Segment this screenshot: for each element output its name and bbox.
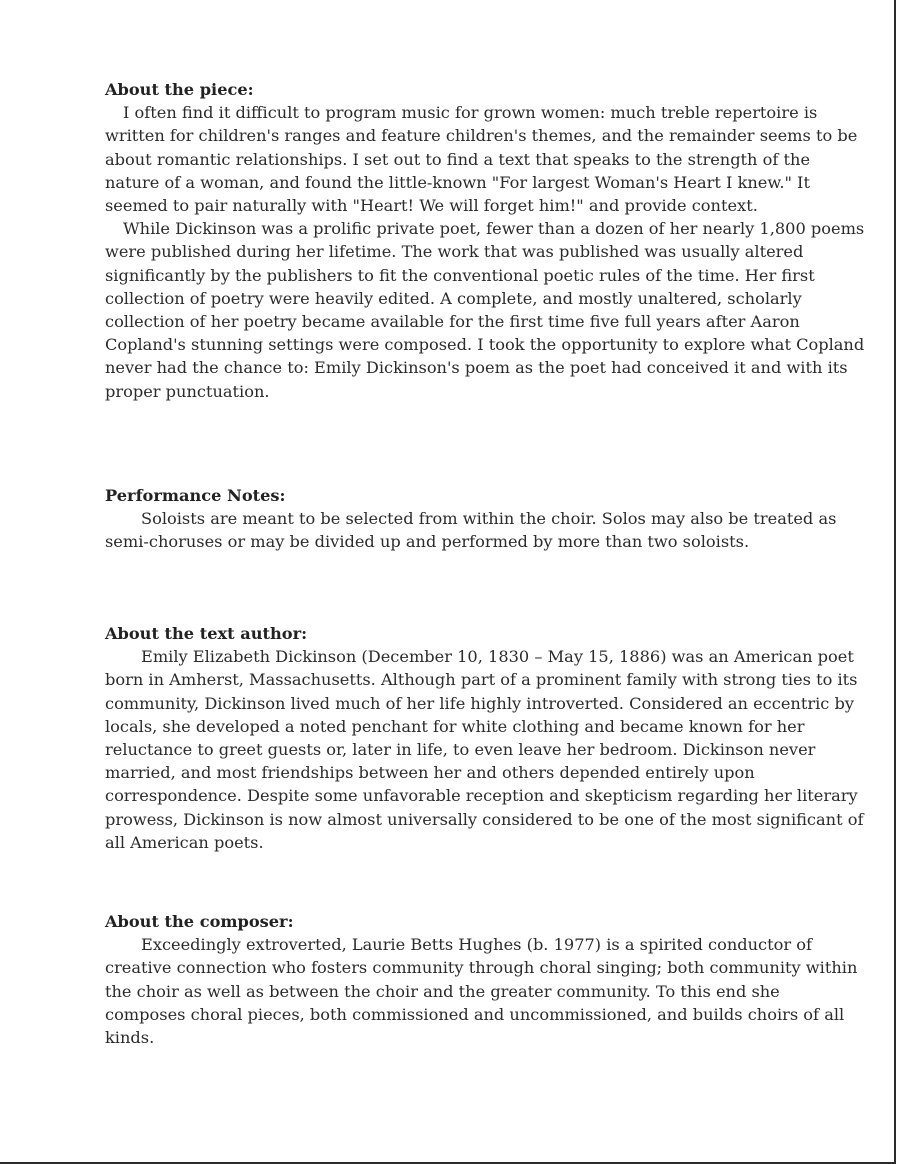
heading-about-the-composer: About the composer: [105,912,294,931]
performance-paragraph: Soloists are meant to be selected from within the choir. Solos may also be treated as semi-choruses or may be divided up and performed by more than two soloists. [105,509,837,552]
heading-performance-notes: Performance Notes: [105,486,286,505]
heading-about-the-piece: About the piece: [105,80,254,99]
heading-about-the-text-author: About the text author: [105,624,308,643]
section-about-the-composer [105,910,865,1049]
section-about-the-text-author [105,622,865,854]
piece-paragraph: I often find it difficult to program music for grown women: much treble repertoire is written for children's ranges and feature children's themes, and the remainder seems to be about romantic relationships. I set out to find a text that speaks to the strength of the nature of a woman, and found the little-known "For largest Woman's Heart I knew." It seemed to pair naturally with "Heart! We will forget him!" and provide context. [105,103,858,216]
piece-paragraph: While Dickinson was a prolific private poet, fewer than a dozen of her nearly 1,800 poems were published during her lifetime. The work that was published was usually altered significantly by the publishers to fit the conventional poetic rules of the time. Her first collection of poetry were heavily edited. A complete, and mostly unaltered, scholarly collection of her poetry became available for the first time five full years after Aaron Copland's stunning settings were composed. I took the opportunity to explore what Copland never had the chance to: Emily Dickinson's poem as the poet had conceived it and with its proper punctuation. [105,219,865,401]
author-paragraph: Emily Elizabeth Dickinson (December 10, 1830 – May 15, 1886) was an American poet born in Amherst, Massachusetts. Although part of a prominent family with strong ties to its community, Dickinson lived much of her life highly introverted. Considered an eccentric by locals, she developed a noted penchant for white clothing and became known for her reluctance to greet guests or, later in life, to even leave her bedroom. Dickinson never married, and most friendships between her and others depended entirely upon correspondence. Despite some unfavorable reception and skepticism regarding her literary prowess, Dickinson is now almost universally considered to be one of the most significant of all American poets. [105,647,864,852]
composer-paragraph: Exceedingly extroverted, Laurie Betts Hughes (b. 1977) is a spirited conductor of creative connection who fosters community through choral singing; both community within the choir as well as between the choir and the greater community. To this end she composes choral pieces, both commissioned and uncommissioned, and builds choirs of all kinds. [105,935,858,1048]
section-about-the-piece [105,78,865,403]
section-performance-notes [105,484,865,554]
